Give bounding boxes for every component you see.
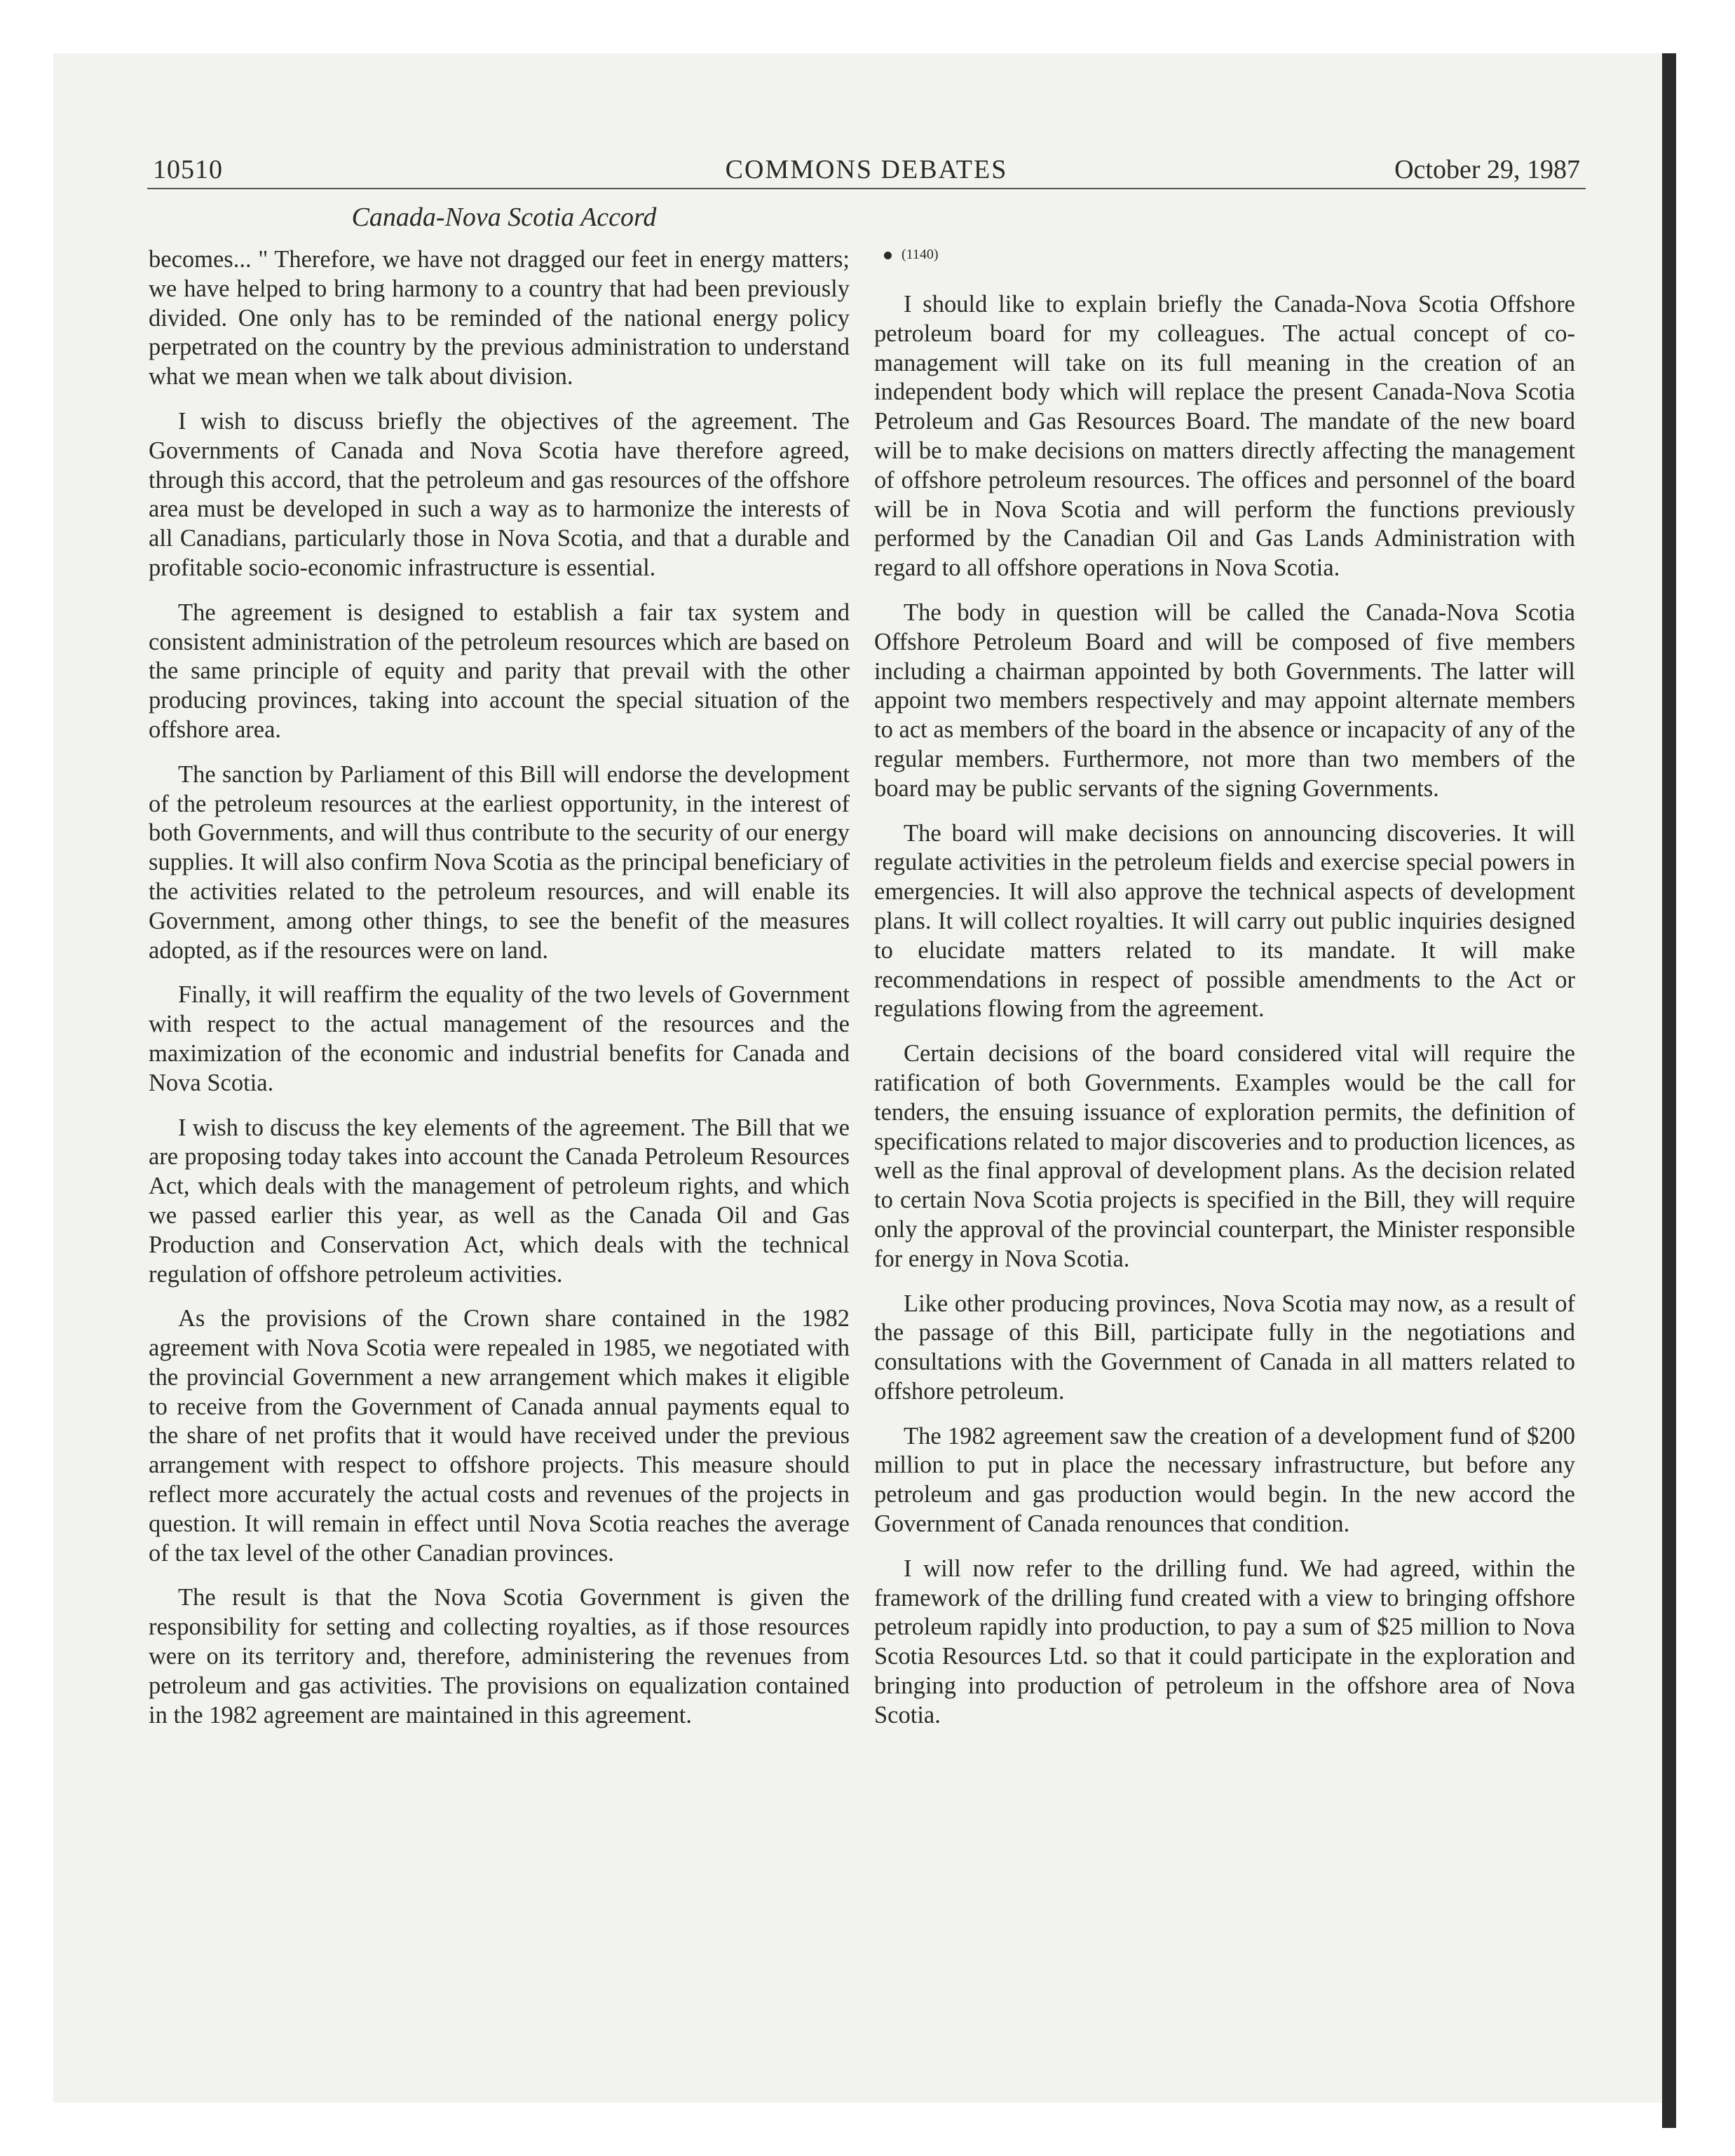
publication-date: October 29, 1987 xyxy=(1394,155,1580,184)
paragraph: The body in question will be called the Canada-Nova Scotia Offshore Petroleum Board and will be composed of five members including a chairman appointed by both Governments. The latter will appoint two members respectively and may appoint alternate members to act as members of the board in the absence or incapacity of any of the regular members. Furthermore, not more than two members of the board may be public servants of the signing Governments. xyxy=(874,599,1575,802)
paragraph: I wish to discuss briefly the objectives of the agreement. The Governments of Canada and Nova Scotia have therefore agreed, through this accord, that the petroleum and gas resources of the offshore area must be developed in such a way as to harmonize the interests of all Canadians, particularly those in Nova Scotia, and that a durable and profitable socio-economic infrastructure is essential. xyxy=(149,407,850,581)
paragraph: I will now refer to the drilling fund. We had agreed, within the framework of the drilling fund created with a view to bringing offshore petroleum rapidly into production, to pay a sum of $25 million to Nova Scotia Resources Ltd. so that it could participate in the exploration and bringing into production of petroleum in the offshore area of Nova Scotia. xyxy=(874,1555,1575,1728)
paragraph: Finally, it will reaffirm the equality of the two levels of Government with respect to the actual management of the resources and the maximization of the economic and industrial benefits for Canada and Nova Scotia. xyxy=(149,981,850,1096)
scan-edge-shadow xyxy=(1662,53,1676,2128)
paragraph: The board will make decisions on announcing discoveries. It will regulate activities in the petroleum fields and exercise special powers in emergencies. It will also approve the technical aspects of development plans. It will collect royalties. It will carry out public inquiries designed to elucidate matters related to its mandate. It will make recommendations in respect of possible amendments to the Act or regulations flowing from the agreement. xyxy=(874,819,1575,1023)
paragraph: I should like to explain briefly the Canada-Nova Scotia Offshore petroleum board for my colleagues. The actual concept of co-management will take on its full meaning in the creation of an independent body which will replace the present Canada-Nova Scotia Petroleum and Gas Resources Board. The mandate of the new board will be to make decisions on matters directly affecting the management of offshore petroleum resources. The offices and personnel of the board will be in Nova Scotia and will perform the functions previously performed by the Canadian Oil and Gas Lands Administration with regard to all offshore operations in Nova Scotia. xyxy=(874,291,1575,582)
paragraph: I wish to discuss the key elements of the agreement. The Bill that we are proposing today takes into account the Canada Petroleum Resources Act, which deals with the management of petroleum rights, and which we passed earlier this year, as well as the Canada Oil and Gas Production and Conservation Act, which deals with the technical regulation of offshore petroleum activities. xyxy=(149,1114,850,1288)
paragraph: Certain decisions of the board considered vital will require the ratification of both Governments. Examples would be the call for tenders, the ensuing issuance of exploration permits, the definition of specifications related to major discoveries and to production licences, as well as the final approval of development plans. As the decision related to certain Nova Scotia projects is specified in the Bill, they will require only the approval of the provincial counterpart, the Minister responsible for energy in Nova Scotia. xyxy=(874,1040,1575,1272)
left-column xyxy=(149,245,850,1745)
paragraph: The sanction by Parliament of this Bill will endorse the development of the petroleum resources at the earliest opportunity, in the interest of both Governments, and will thus contribute to the security of our energy supplies. It will also confirm Nova Scotia as the principal beneficiary of the activities related to the petroleum resources, and will enable its Government, among other things, to see the benefit of the measures adopted, as if the resources were on land. xyxy=(149,760,850,964)
section-title: Canada-Nova Scotia Accord xyxy=(351,203,657,232)
page-number: 10510 xyxy=(153,155,223,184)
paragraph: Like other producing provinces, Nova Scotia may now, as a result of the passage of this Bill, participate fully in the negotiations and consultations with the Government of Canada in all matters related to offshore petroleum. xyxy=(874,1290,1575,1405)
paragraph: The 1982 agreement saw the creation of a development fund of $200 million to put in place the necessary infrastructure, but before any petroleum and gas production would begin. In the new accord the Government of Canada renounces that condition. xyxy=(874,1422,1575,1538)
paragraph: The result is that the Nova Scotia Government is given the responsibility for setting and collecting royalties, as if those resources were on its territory and, therefore, administering the revenues from petroleum and gas activities. The provisions on equalization contained in the 1982 agreement are maintained in this agreement. xyxy=(149,1584,850,1728)
right-column xyxy=(874,244,1575,1746)
publication-title: COMMONS DEBATES xyxy=(725,155,1008,184)
page-header xyxy=(147,153,1586,189)
paragraph: becomes... " Therefore, we have not dragged our feet in energy matters; we have helped to bring harmony to a country that had been previously divided. One only has to be reminded of the national energy policy perpetrated on the country by the previous administration to understand what we mean when we talk about division. xyxy=(149,246,850,390)
bullet-icon xyxy=(884,252,892,259)
time-marker-label: (1140) xyxy=(901,247,939,262)
paragraph: As the provisions of the Crown share contained in the 1982 agreement with Nova Scotia were repealed in 1985, we negotiated with the provincial Government a new arrangement which makes it eligible to receive from the Government of Canada annual payments equal to the share of net profits that it would have received under the previous arrangement with respect to offshore projects. This measure should reflect more accurately the actual costs and revenues of the projects in question. It will remain in effect until Nova Scotia reaches the average of the tax level of the other Canadian provinces. xyxy=(149,1305,850,1567)
paragraph: The agreement is designed to establish a fair tax system and consistent administration of the petroleum resources which are based on the same principle of equity and parity that prevail with the other producing provinces, taking into account the special situation of the offshore area. xyxy=(149,599,850,743)
time-marker xyxy=(874,244,1575,278)
